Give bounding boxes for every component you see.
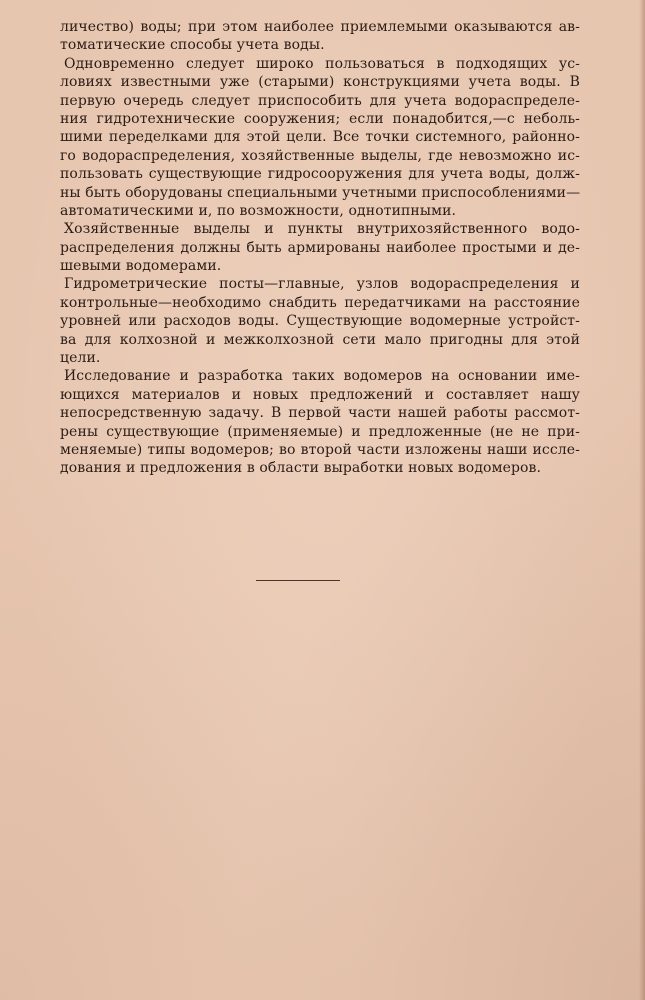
- text-line: ловиях известными уже (старыми) конструкциями учета воды. В: [60, 74, 580, 91]
- text-line: ния гидротехнические сооружения; если понадобится,—с неболь-: [60, 110, 580, 127]
- text-line: шими переделками для этой цели. Все точки системного, районно-: [60, 129, 580, 146]
- text-line: ющихся материалов и новых предложений и составляет нашу: [60, 386, 580, 403]
- text-line: цели.: [60, 350, 101, 367]
- text-line: первую очередь следует приспособить для учета водораспределе-: [60, 92, 580, 109]
- text-line: ны быть оборудованы специальными учетными приспособлениями—: [60, 184, 581, 201]
- text-line: меняемые) типы водомеров; во второй части изложены наши иссле-: [60, 441, 580, 458]
- text-line: распределения должны быть армированы наиболее простыми и де-: [60, 239, 580, 256]
- text-line: непосредственную задачу. В первой части нашей работы рассмот-: [60, 405, 580, 422]
- text-line: рены существующие (применяемые) и предложенные (не не при-: [60, 423, 580, 440]
- paragraph-first-line: Одновременно следует широко пользоваться в подходящих ус-: [64, 55, 580, 72]
- text-line: личество) воды; при этом наиболее приемлемыми оказываются ав-: [60, 19, 580, 35]
- paragraph-first-line: Хозяйственные выделы и пункты внутрихозяйственного водо-: [64, 221, 580, 238]
- body-text: [60, 18, 580, 478]
- text-line: шевыми водомерами.: [60, 258, 222, 275]
- paragraph-first-line: Гидрометрические посты—главные, узлов водораспределения и: [64, 276, 580, 293]
- text-line: дования и предложения в области выработки новых водомеров.: [60, 460, 542, 477]
- text-line: томатические способы учета воды.: [60, 37, 325, 54]
- text-line: уровней или расходов воды. Существующие водомерные устройст-: [60, 313, 580, 330]
- text-line: контрольные—необходимо снабдить передатчиками на расстояние: [60, 294, 580, 311]
- page-edge-shadow: [639, 0, 645, 1000]
- paragraph-first-line: Исследование и разработка таких водомеров на основании име-: [64, 368, 580, 385]
- text-line: го водораспределения, хозяйственные выделы, где невозможно ис-: [60, 147, 580, 164]
- text-line: пользовать существующие гидросооружения для учета воды, долж-: [60, 166, 580, 183]
- text-line: ва для колхозной и межколхозной сети мало пригодны для этой: [60, 331, 580, 348]
- text-line: автоматическими и, по возможности, однотипными.: [60, 202, 457, 219]
- section-separator: [256, 580, 340, 581]
